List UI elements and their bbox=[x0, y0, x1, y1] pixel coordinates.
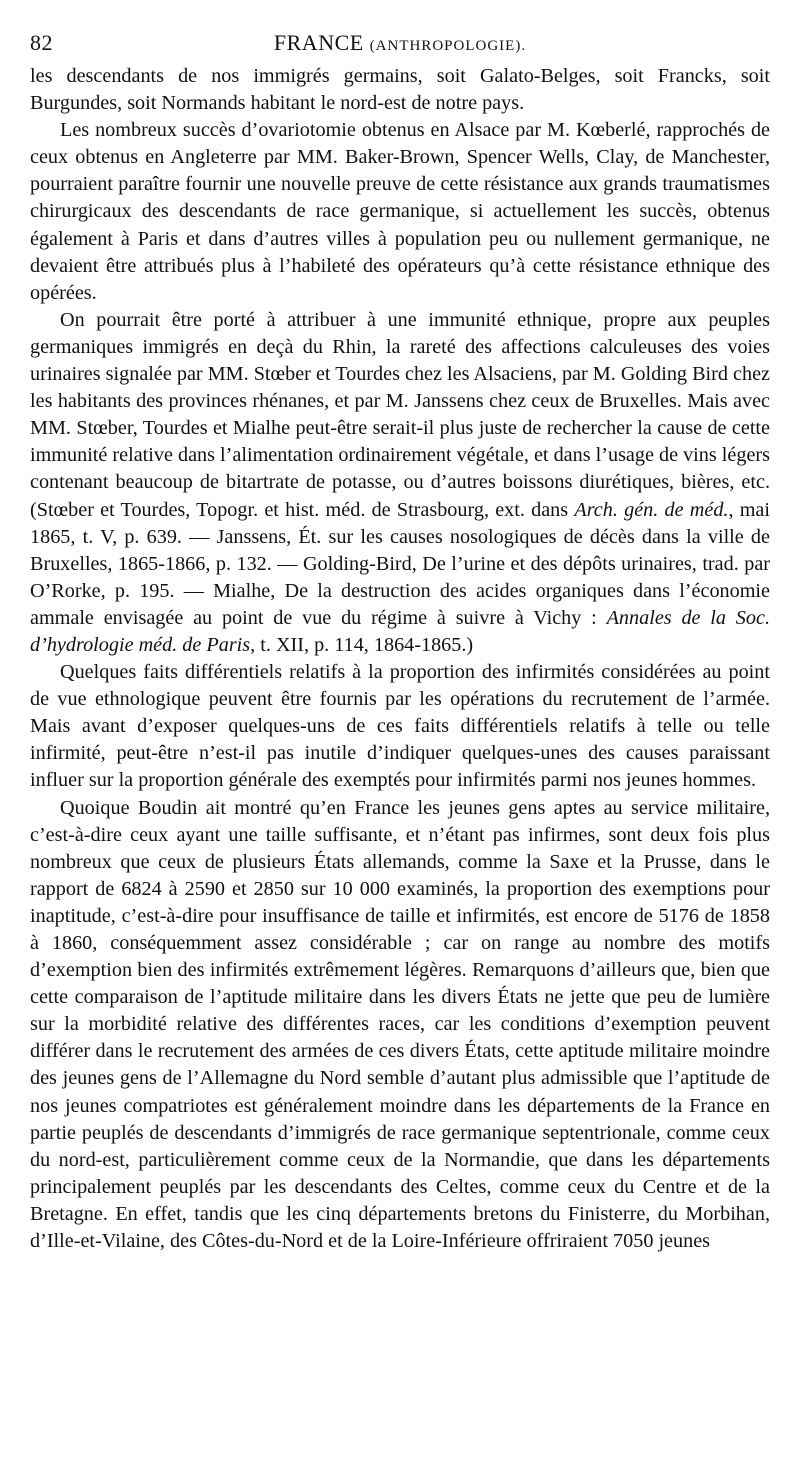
paragraph-recrutement: Quelques faits différentiels relatifs à la proportion des infirmités considérées au point de vue ethnologique peuvent être fournis par les opérations du recrutement de l’armée. Mais avant d’exposer quelques-uns de ces faits différentiels relatifs à telle ou telle infirmité, peut-être n’est-il pas inutile d’indiquer quelques-unes des causes paraissant influer sur la proportion générale des exemptés pour infirmités parmi nos jeunes hommes. bbox=[30, 661, 770, 792]
page-header bbox=[30, 30, 770, 58]
running-title-subtitle: (ANTHROPOLOGIE). bbox=[369, 38, 527, 54]
paragraph-affections-calculeuses bbox=[30, 307, 770, 659]
running-title-main: FRANCE bbox=[273, 30, 364, 55]
body-text bbox=[30, 63, 770, 1255]
running-title bbox=[30, 30, 770, 56]
paragraph-continuation: les descendants de nos immigrés germains, soit Galato-Belges, soit Francks, soit Burgundes, soit Normands habitant le nord-est de notre pays. bbox=[30, 65, 770, 115]
paragraph-boudin: Quoique Boudin ait montré qu’en France les jeunes gens aptes au service militaire, c’est-à-dire ceux ayant une taille suffisante, et n’étant pas infirmes, sont deux fois plus nombreux que ceux de plusieurs États allemands, comme la Saxe et la Prusse, dans le rapport de 6824 à 2590 et 2850 sur 10 000 examinés, la proportion des exemptions pour inaptitude, c’est-à-dire pour insuffisance de taille et infirmités, est encore de 5176 de 1858 à 1860, conséquemment assez considérable ; car on range au nombre des motifs d’exemption bien des infirmités extrêmement légères. Remarquons d’ailleurs que, bien que cette comparaison de l’aptitude militaire dans les divers États ne jette que peu de lumière sur la morbidité relative des différentes races, car les conditions d’exemption peuvent différer dans le recrutement des armées de ces divers États, cette aptitude militaire moindre des jeunes gens de l’Allemagne du Nord semble d’autant plus admissible que l’aptitude de nos jeunes compatriotes est généralement moindre dans les départements de la France en partie peuplés de descendants d’immigrés de race germanique septentrionale, comme ceux du nord-est, particulièrement comme ceux de la Normandie, que dans les départements principalement peuplés par les descendants des Celtes, comme ceux du Centre et de la Bretagne. En effet, tandis que les cinq départements bretons du Finisterre, du Morbihan, d’Ille-et-Vilaine, des Côtes-du-Nord et de la Loire-Inférieure offriraient 7050 jeunes bbox=[30, 796, 770, 1253]
bibliographic-reference: (Stœber et Tourdes, Topogr. et hist. méd. de Strasbourg, ext. dans Arch. gén. de méd., mai 1865, t. V, p. 639. — Janssens, Ét. sur les causes nosologiques de décès dans la ville de Bruxelles, 1865-1866, p. 132. — Golding-Bird, De l’urine et des dépôts urinaires, trad. par O’Rorke, p. 195. — Mialhe, De la destruction des acides organiques dans l’économie ammale envisagée au point de vue du régime à suivre à Vichy : Annales de la Soc. d’hydrologie méd. de Paris, t. XII, p. 114, 1864-1865.) bbox=[30, 498, 771, 656]
paragraph-text: On pourrait être porté à attribuer à une immunité ethnique, propre aux peuples germaniques immigrés en deçà du Rhin, la rareté des affections calculeuses des voies urinaires signalée par MM. Stœber et Tourdes chez les Alsaciens, par M. Golding Bird chez les habitants des provinces rhénanes, et par M. Janssens chez ceux de Bruxelles. Mais avec MM. Stœber, Tourdes et Mialhe peut-être serait-il plus juste de rechercher la cause de cette immunité relative dans l’alimentation ordinairement végétale, et dans l’usage de vins légers contenant beaucoup de bitartrate de potasse, ou d’autres boissons diurétiques, bières, etc. bbox=[30, 308, 770, 494]
page-number: 82 bbox=[30, 30, 53, 55]
journal-title: Arch. gén. de méd. bbox=[574, 498, 729, 521]
paragraph-ovariotomie: Les nombreux succès d’ovariotomie obtenus en Alsace par M. Kœberlé, rapprochés de ceux obtenus en Angleterre par MM. Baker-Brown, Spencer Wells, Clay, de Manchester, pourraient paraître fournir une nouvelle preuve de cette résistance aux grands traumatismes chirurgicaux des descendants de race germanique, si actuellement les succès, obtenus également à Paris et dans d’autres villes à population peu ou nullement germanique, ne devaient être attribués plus à l’habileté des opérateurs qu’à cette résistance ethnique des opérées. bbox=[30, 119, 770, 304]
journal-title: Annales de la Soc. d’hydrologie méd. de Paris bbox=[30, 606, 771, 656]
